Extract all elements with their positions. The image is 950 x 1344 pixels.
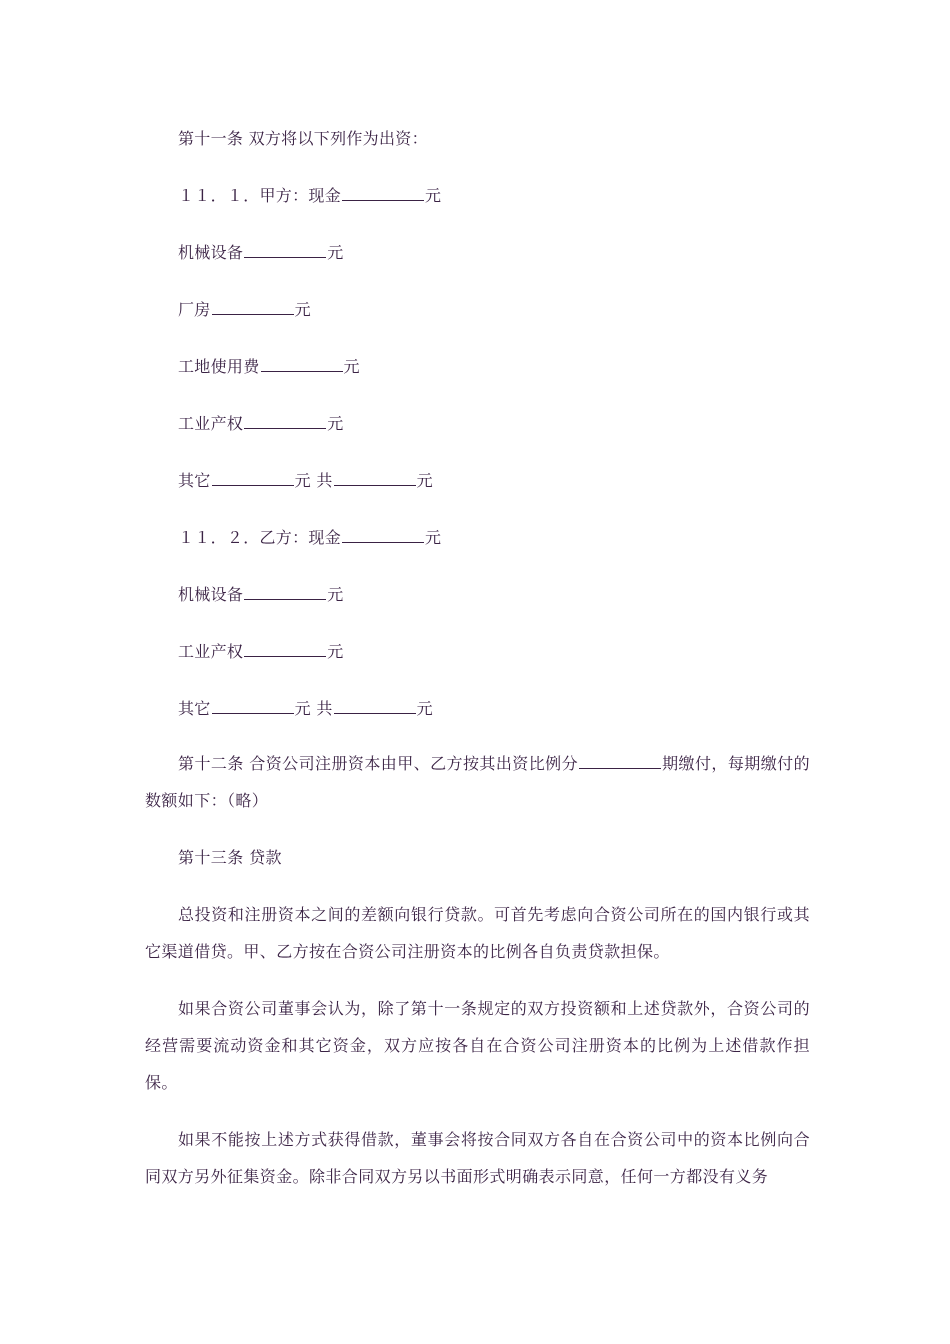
article-12-part2: 期缴付，每期缴付的数额如下：（略） bbox=[145, 754, 810, 810]
party-a-site-fee-blank[interactable] bbox=[261, 357, 343, 372]
unit-label: 元 bbox=[425, 186, 442, 205]
party-a-factory-label: 厂房 bbox=[178, 300, 211, 319]
unit-label: 元 bbox=[294, 300, 311, 319]
unit-label: 元 bbox=[294, 699, 311, 718]
article-11-title: 第十一条 双方将以下列作为出资： bbox=[178, 129, 428, 148]
party-b-ip-label: 工业产权 bbox=[178, 642, 244, 661]
unit-label: 元 bbox=[327, 243, 344, 262]
unit-label: 元 bbox=[327, 585, 344, 604]
article-13-paragraph-1: 总投资和注册资本之间的差额向银行贷款。可首先考虑向合资公司所在的国内银行或其它渠道借贷。甲、乙方按在合资公司注册资本的比例各自负责贷款担保。 bbox=[145, 905, 810, 961]
unit-label: 元 bbox=[327, 642, 344, 661]
party-a-factory-line bbox=[178, 300, 311, 320]
party-a-factory-blank[interactable] bbox=[212, 300, 294, 315]
party-b-machinery-line bbox=[178, 585, 344, 605]
article-13-paragraph-3: 如果不能按上述方式获得借款，董事会将按合同双方各自在合资公司中的资本比例向合同双方另外征集资金。除非合同双方另以书面形式明确表示同意，任何一方都没有义务 bbox=[145, 1130, 810, 1186]
party-a-machinery-line bbox=[178, 243, 344, 263]
party-a-ip-line bbox=[178, 414, 344, 434]
party-a-cash-label: １１．１．甲方：现金 bbox=[178, 186, 342, 205]
article-12-installments-blank[interactable] bbox=[579, 754, 661, 769]
party-b-cash-blank[interactable] bbox=[342, 528, 424, 543]
party-a-cash-line bbox=[178, 186, 441, 206]
party-b-machinery-blank[interactable] bbox=[244, 585, 326, 600]
article-13-paragraph-2: 如果合资公司董事会认为，除了第十一条规定的双方投资额和上述贷款外，合资公司的经营需要流动资金和其它资金，双方应按各自在合资公司注册资本的比例为上述借款作担保。 bbox=[145, 999, 810, 1092]
party-a-other-label: 其它 bbox=[178, 471, 211, 490]
party-a-machinery-label: 机械设备 bbox=[178, 243, 244, 262]
party-a-total-blank[interactable] bbox=[334, 471, 416, 486]
party-a-total-label: 共 bbox=[316, 471, 333, 490]
party-b-total-label: 共 bbox=[316, 699, 333, 718]
party-a-machinery-blank[interactable] bbox=[244, 243, 326, 258]
article-13-title: 第十三条 贷款 bbox=[178, 848, 282, 867]
party-b-cash-line bbox=[178, 528, 441, 548]
unit-label: 元 bbox=[416, 471, 433, 490]
party-a-ip-blank[interactable] bbox=[244, 414, 326, 429]
party-a-other-blank[interactable] bbox=[212, 471, 294, 486]
party-b-other-line bbox=[178, 699, 433, 719]
article-12-part1: 第十二条 合资公司注册资本由甲、乙方按其出资比例分 bbox=[178, 754, 579, 773]
party-b-machinery-label: 机械设备 bbox=[178, 585, 244, 604]
party-a-ip-label: 工业产权 bbox=[178, 414, 244, 433]
party-a-site-fee-line bbox=[178, 357, 360, 377]
party-b-other-blank[interactable] bbox=[212, 699, 294, 714]
party-b-ip-blank[interactable] bbox=[244, 642, 326, 657]
party-a-other-line bbox=[178, 471, 433, 491]
party-b-total-blank[interactable] bbox=[334, 699, 416, 714]
party-a-cash-blank[interactable] bbox=[342, 186, 424, 201]
party-b-other-label: 其它 bbox=[178, 699, 211, 718]
unit-label: 元 bbox=[416, 699, 433, 718]
party-b-ip-line bbox=[178, 642, 344, 662]
unit-label: 元 bbox=[327, 414, 344, 433]
unit-label: 元 bbox=[294, 471, 311, 490]
party-b-cash-label: １１．２．乙方：现金 bbox=[178, 528, 342, 547]
article-12-paragraph bbox=[145, 745, 810, 819]
unit-label: 元 bbox=[425, 528, 442, 547]
party-a-site-fee-label: 工地使用费 bbox=[178, 357, 260, 376]
unit-label: 元 bbox=[343, 357, 360, 376]
